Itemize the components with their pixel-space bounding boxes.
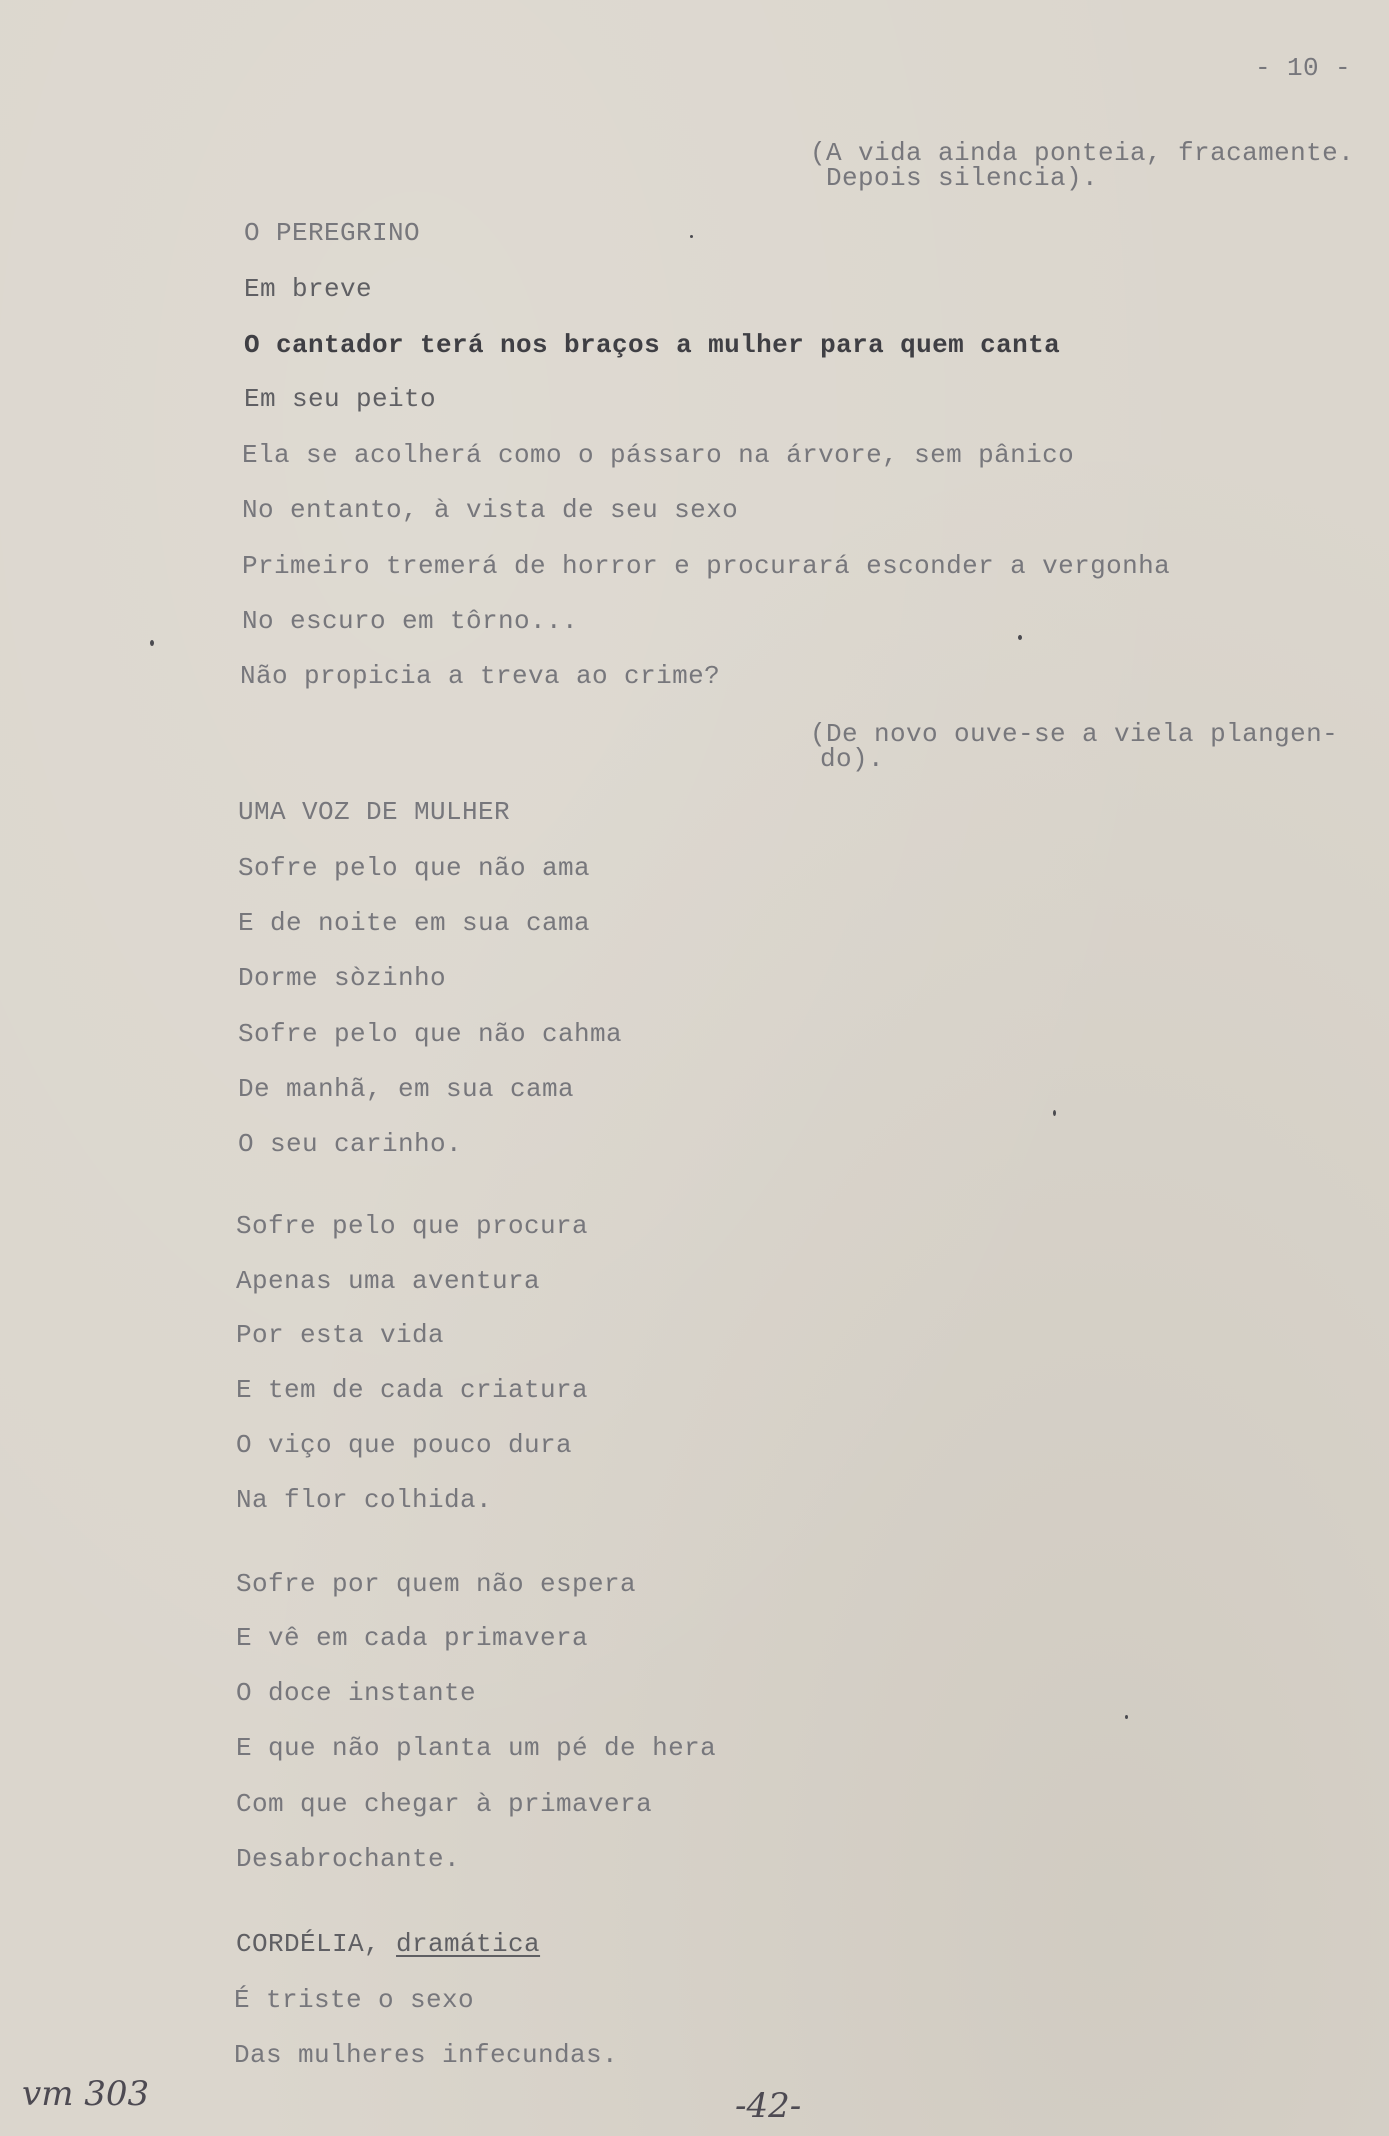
verse-line: Das mulheres infecundas. [234,2040,619,2070]
verse-line: Com que chegar à primavera [236,1789,653,1819]
speaker-cordelia-name: CORDÉLIA, [236,1929,397,1959]
ink-speck [150,640,154,646]
verse-line: Em breve [244,274,373,304]
speaker-cordelia [236,1930,540,1958]
verse-line: O cantador terá nos braços a mulher para quem canta [244,330,1061,360]
stage-direction-1-line-1: (A vida ainda ponteia, fracamente. [810,138,1355,168]
verse-line: Ela se acolherá como o pássaro na árvore, sem pânico [242,440,1075,470]
verse-line: É triste o sexo [234,1985,475,2015]
verse-line: E que não planta um pé de hera [236,1733,717,1763]
speaker-uma-voz-de-mulher: UMA VOZ DE MULHER [238,797,511,827]
ink-speck [690,235,693,238]
speaker-peregrino: O PEREGRINO [244,218,421,248]
verse-line: E vê em cada primavera [236,1623,589,1653]
verse-line: Sofre por quem não espera [236,1569,637,1599]
verse-line: De manhã, em sua cama [238,1074,575,1104]
verse-line: Na flor colhida. [236,1485,493,1515]
verse-line: Dorme sòzinho [238,963,447,993]
verse-line: Sofre pelo que não cahma [238,1019,623,1049]
handwritten-page-number: -42- [735,2086,802,2126]
verse-line: Não propicia a treva ao crime? [240,661,721,691]
verse-line: No entanto, à vista de seu sexo [242,495,739,525]
verse-line: E tem de cada criatura [236,1375,589,1405]
verse-line: Em seu peito [244,384,437,414]
verse-line: Sofre pelo que procura [236,1211,589,1241]
verse-line: Apenas uma aventura [236,1266,541,1296]
ink-speck [1125,1715,1128,1719]
page-number: - 10 - [1255,53,1352,83]
ink-speck [1053,1110,1056,1116]
verse-line: No escuro em tôrno... [242,606,579,636]
verse-line: Desabrochante. [236,1844,461,1874]
verse-line: Sofre pelo que não ama [238,853,591,883]
verse-line: E de noite em sua cama [238,908,591,938]
verse-line: O doce instante [236,1678,477,1708]
verse-line: O seu carinho. [238,1129,463,1159]
stage-direction-2-line-1: (De novo ouve-se a viela plangen- [810,719,1339,749]
handwritten-archive-mark: vm 303 [22,2074,150,2114]
verse-line: Por esta vida [236,1320,445,1350]
stage-direction-2-line-2: do). [820,744,885,774]
stage-direction-1-line-2: Depois silencia). [810,163,1099,193]
speaker-cordelia-direction: dramática [396,1929,541,1959]
verse-line: O viço que pouco dura [236,1430,573,1460]
verse-line: Primeiro tremerá de horror e procurará esconder a vergonha [242,551,1171,581]
ink-speck [1018,635,1022,640]
